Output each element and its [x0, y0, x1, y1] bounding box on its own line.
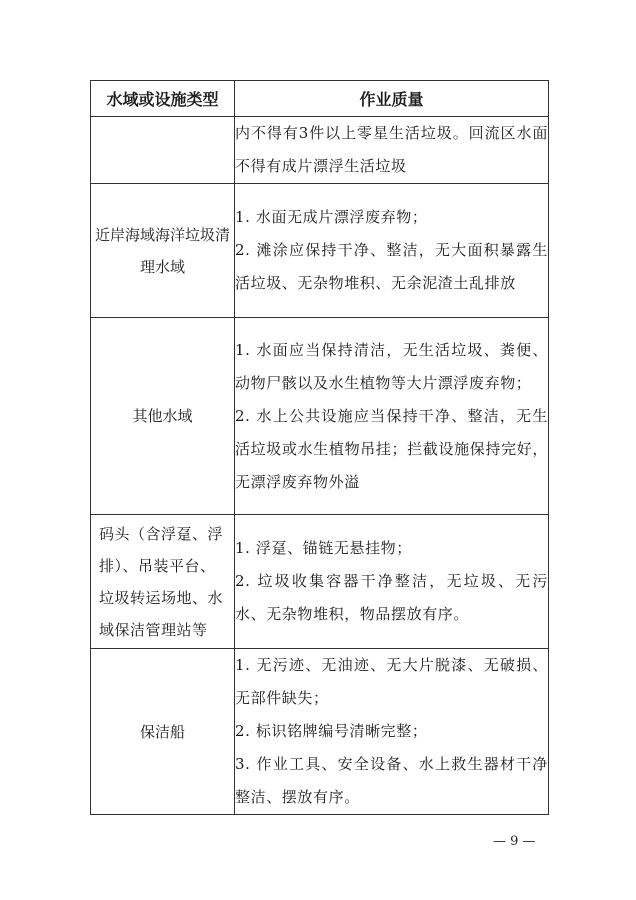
work-quality-cell [235, 515, 549, 649]
quality-standards-table [90, 80, 549, 815]
quality-item: 1. 无污迹、无油迹、无大片脱漆、无破损、无部件缺失； [235, 656, 548, 707]
facility-type-cell [91, 117, 235, 184]
facility-type-cell: 近岸海域海洋垃圾清理水域 [91, 184, 235, 318]
quality-item: 2. 垃圾收集容器干净整洁，无垃圾、无污水、无杂物堆积，物品摆放有序。 [235, 572, 548, 623]
table-row [91, 117, 549, 184]
quality-item: 1. 浮趸、锚链无悬挂物； [235, 539, 412, 557]
quality-item: 2. 水上公共设施应当保持干净、整洁，无生活垃圾或水生植物吊挂；拦截设施保持完好，无漂浮废弃物外溢 [235, 406, 548, 491]
header-work-quality: 作业质量 [235, 81, 549, 117]
work-quality-cell [235, 184, 549, 318]
quality-item: 3. 作业工具、安全设备、水上救生器材干净整洁、摆放有序。 [235, 755, 548, 806]
quality-item: 2. 滩涂应保持干净、整洁，无大面积暴露生活垃圾、无杂物堆积、无余泥渣土乱排放 [235, 241, 548, 292]
quality-item: 内不得有3件以上零星生活垃圾。回流区水面不得有成片漂浮生活垃圾 [235, 124, 548, 175]
quality-item: 1. 水面应当保持清洁，无生活垃圾、粪便、动物尸骸以及水生植物等大片漂浮废弃物； [235, 340, 548, 392]
table-row [91, 184, 549, 318]
quality-item: 2. 标识铭牌编号清晰完整； [235, 722, 428, 740]
table-row [91, 515, 549, 649]
table-row [91, 649, 549, 815]
work-quality-cell [235, 318, 549, 515]
table-header-row [91, 81, 549, 117]
facility-type-cell: 码头（含浮趸、浮排）、吊装平台、垃圾转运场地、水域保洁管理站等 [91, 515, 235, 649]
header-facility-type: 水域或设施类型 [91, 81, 235, 117]
table-row [91, 318, 549, 515]
facility-type-cell: 其他水域 [91, 318, 235, 515]
quality-item: 1. 水面无成片漂浮废弃物； [235, 208, 428, 226]
facility-type-cell: 保洁船 [91, 649, 235, 815]
work-quality-cell [235, 117, 549, 184]
page-number: — 9 — [493, 834, 536, 849]
work-quality-cell [235, 649, 549, 815]
